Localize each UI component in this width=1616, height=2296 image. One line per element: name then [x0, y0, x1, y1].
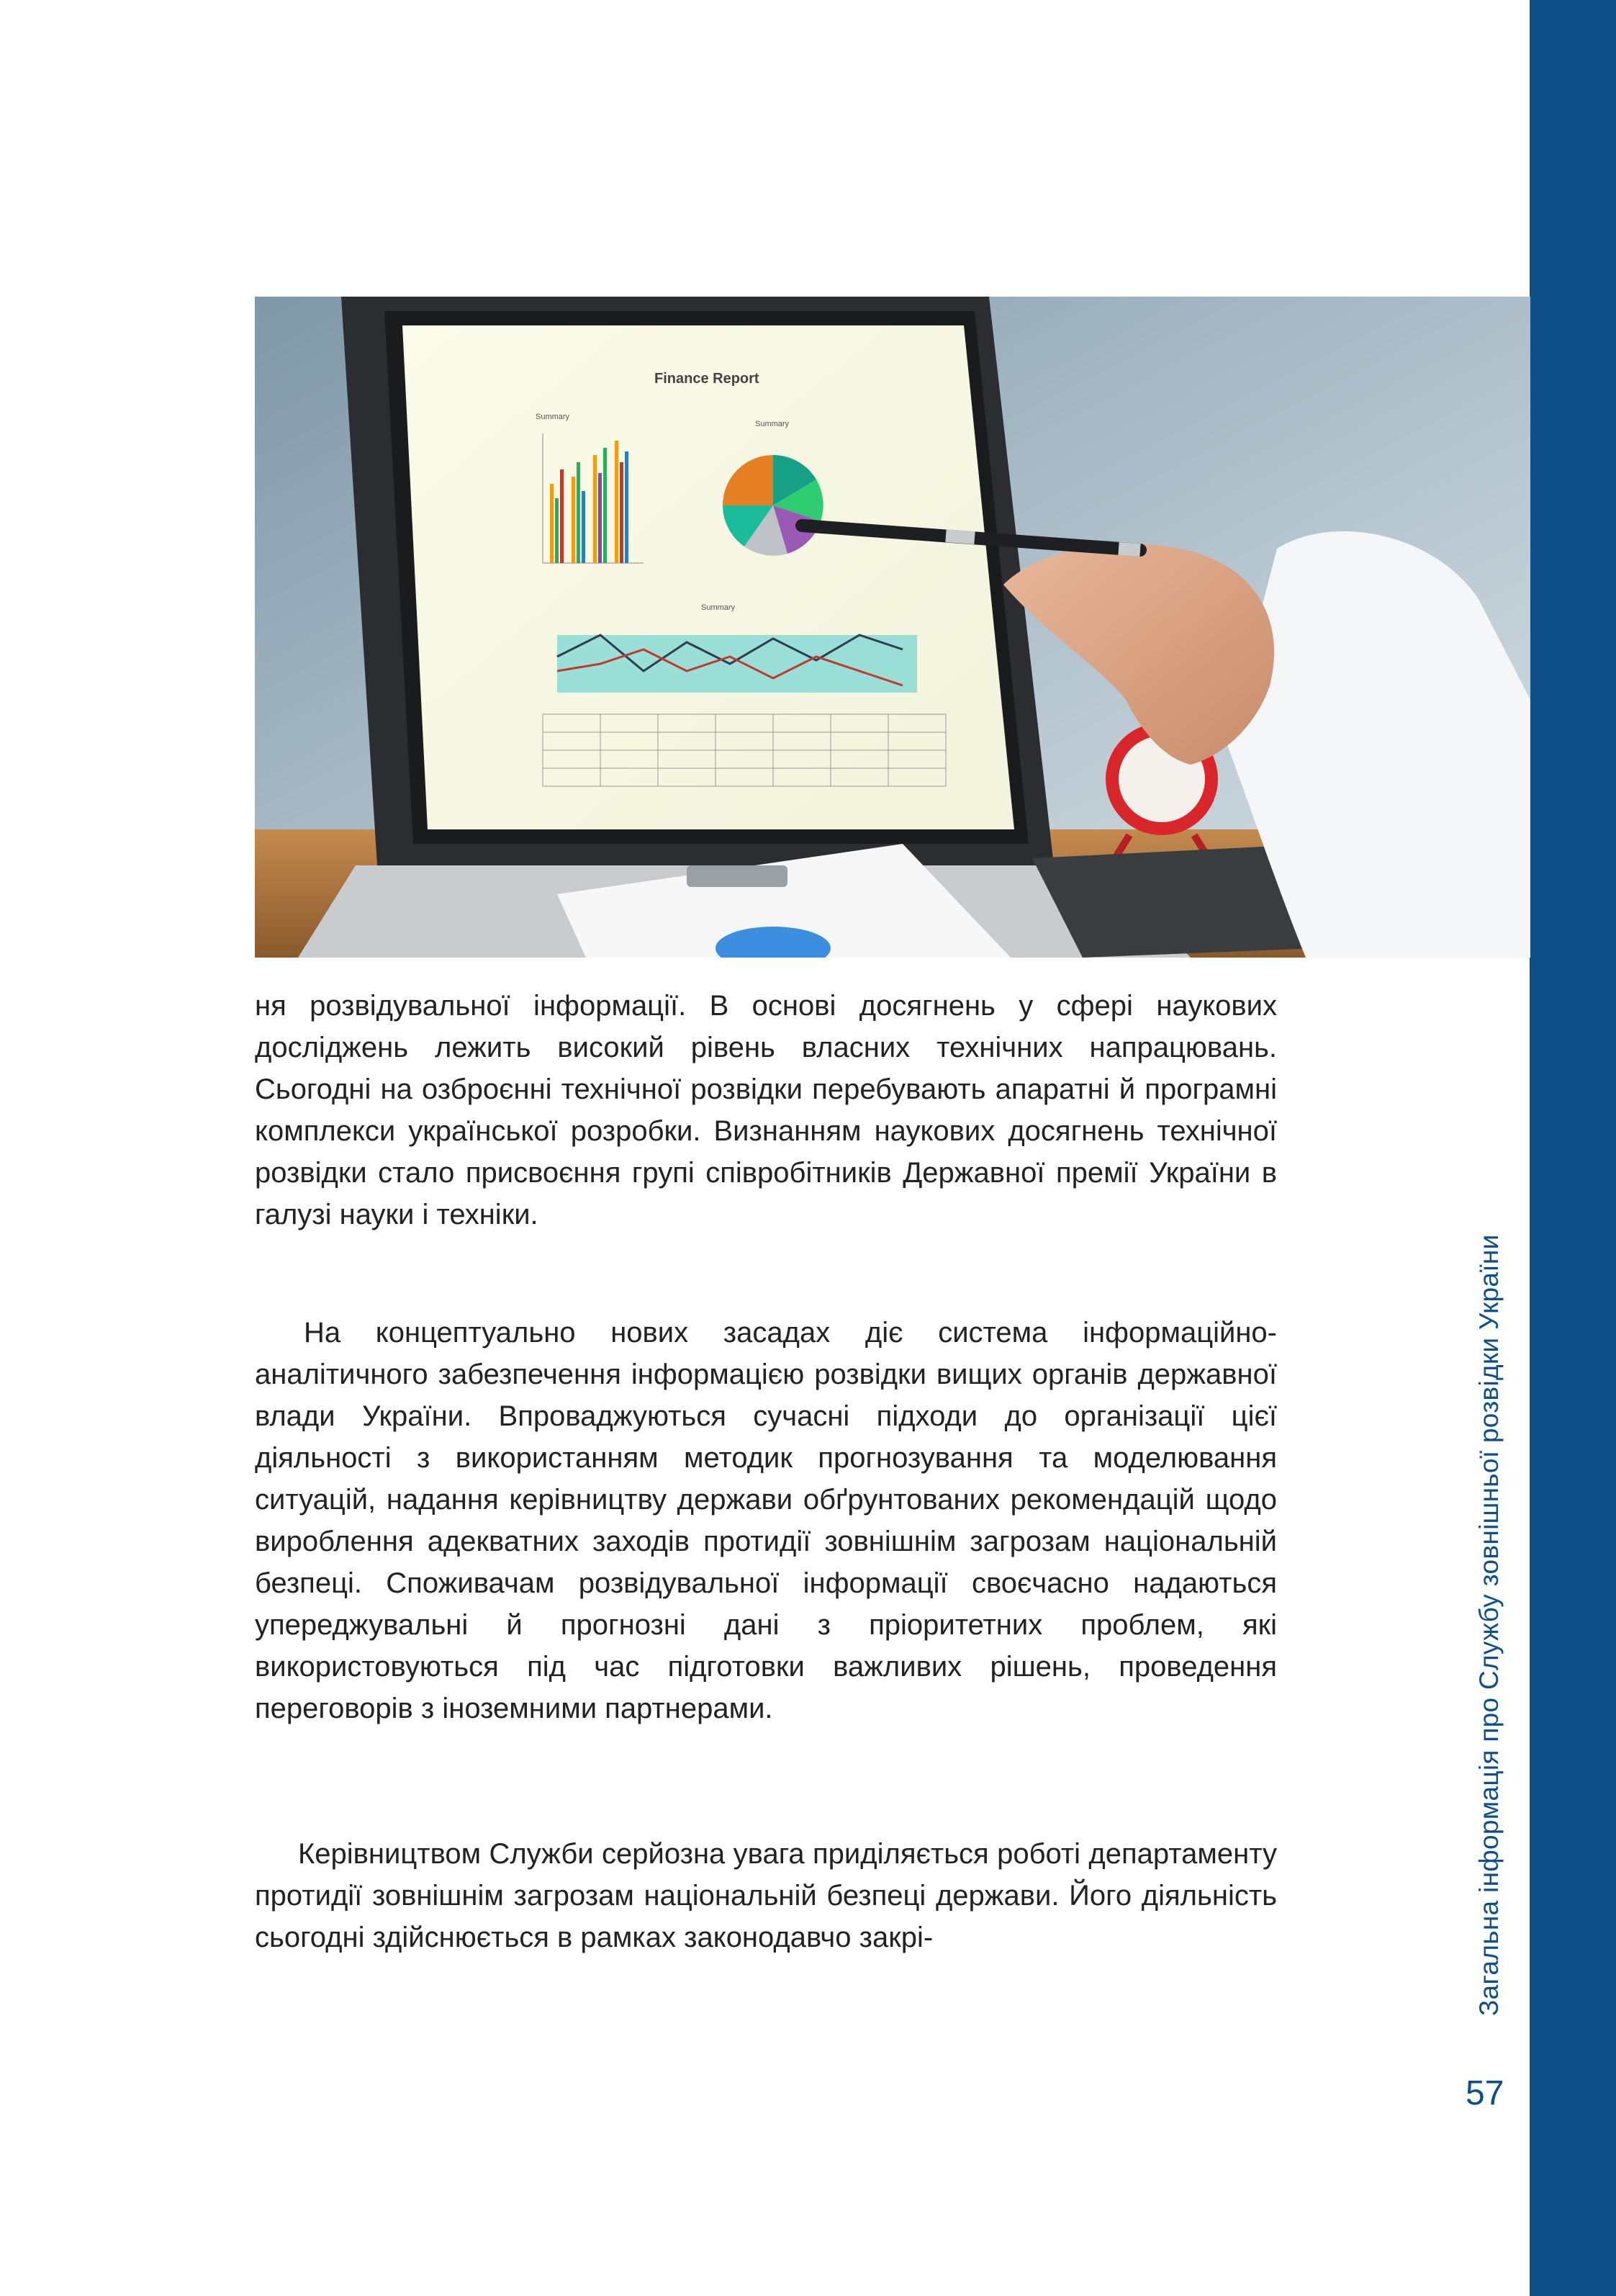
running-section-title: Загальна інформація про Службу зовнішньої розвідки України [1474, 1234, 1504, 2016]
paragraph-2: На концептуально нових засадах діє система інформаційно-аналітичного забезпечення інформацією розвідки вищих органів державної влади України. Впроваджуються сучасні підходи до організації цієї діяльності з використанням методик прогнозування та моделювання ситуацій, надання керівництву держави обґрунтованих рекомендацій щодо вироблення адекватних заходів протидії зовнішнім загрозам національній безпеці. Споживачам розвідувальної інформації своєчасно надаються упереджувальні й прогнозні дані з пріоритетних проблем, які використовуються під час підготовки важливих рішень, проведення переговорів з іноземними партнерами. [255, 1317, 1277, 1724]
screen-chart2-title: Summary [755, 420, 790, 428]
page-number: 57 [1466, 2074, 1504, 2112]
screen-pie-chart [723, 455, 823, 556]
screen-chart1-title: Summary [536, 413, 570, 421]
screen-line-chart [557, 635, 917, 693]
paragraph-3: Керівництвом Служби серйозна увага приділяється роботі департаменту протидії зовнішнім загрозам національній безпеці держави. Його діяльність сьогодні здійснюється в рамках законодавчо закрі- [255, 1838, 1277, 1953]
screen-report-title: Finance Report [654, 371, 759, 387]
paragraph-1: ня розвідувальної інформації. В основі досягнень у сфері наукових досліджень лежить високий рівень власних технічних напрацювань. Сьогодні на озброєнні технічної розвідки перебувають апаратні й програмні комплекси української розробки. Визнанням наукових досягнень технічної розвідки стало присвоєння групі співробітників Державної премії України в галузі науки і техніки. [255, 990, 1277, 1230]
screen-chart3-title: Summary [701, 603, 736, 612]
side-color-band [1530, 0, 1616, 2296]
photo-laptop-finance-report [255, 297, 1530, 958]
